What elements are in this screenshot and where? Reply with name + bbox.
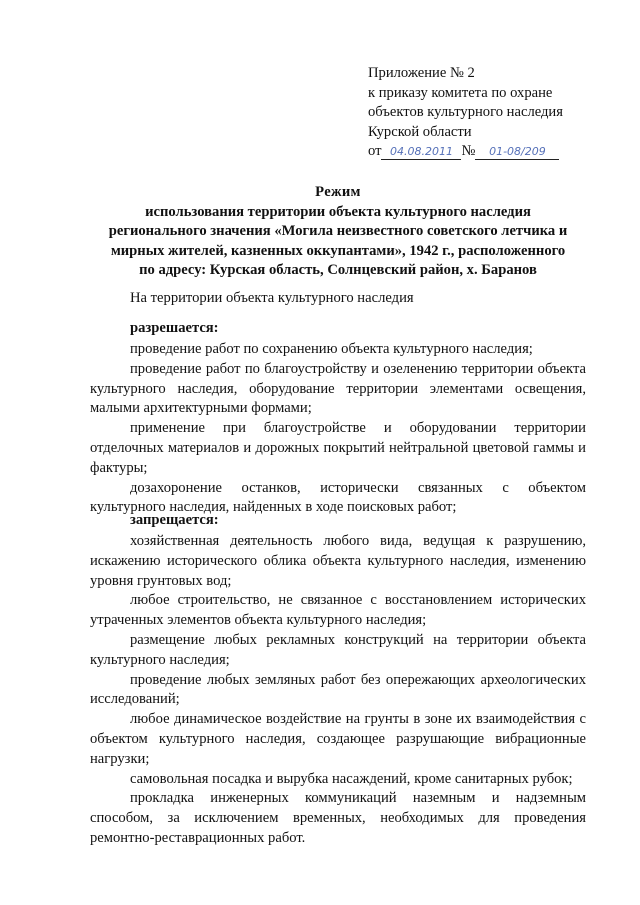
appendix-date-number-row [368, 142, 563, 162]
allowed-item: проведение работ по благоустройству и озеленению территории объекта культурного наследия, оборудование территории элементами освещения, малыми архитектурными формами; [90, 360, 586, 417]
forbidden-item: прокладка инженерных коммуникаций наземным и надземным способом, за исключением временных, необходимых для проведения ремонтно-реставрационных работ. [90, 790, 586, 846]
intro-text: На территории объекта культурного наследия [130, 290, 414, 306]
handwritten-date: 04.08.2011 [381, 145, 461, 160]
title-line-2: использования территории объекта культурного наследия [145, 203, 531, 220]
appendix-title: Приложение № 2 [368, 65, 475, 81]
allowed-item: дозахоронение останков, исторически связанных с объектом культурного наследия, найденных в ходе поисковых работ; [90, 479, 586, 516]
forbidden-item: хозяйственная деятельность любого вида, ведущая к разрушению, искажению исторического облика объекта культурного наследия, изменению уровня грунтовых вод; [90, 533, 586, 589]
forbidden-item: самовольная посадка и вырубка насаждений, кроме санитарных рубок; [130, 770, 573, 787]
title-regime: Режим [315, 184, 361, 200]
forbidden-heading: запрещается: [130, 512, 219, 528]
number-label: № [461, 143, 476, 159]
title-line-4: мирных жителей, казненных оккупантами», 1942 г., расположенного [110, 242, 566, 259]
forbidden-item: любое динамическое воздействие на грунты в зоне их взаимодействия с объектом культурного наследия, создающее разрушающие вибрационные нагрузки; [90, 711, 586, 767]
appendix-committee-line: объектов культурного наследия [368, 104, 563, 120]
appendix-block [368, 64, 563, 162]
from-label: от [368, 143, 382, 159]
document-title [88, 183, 588, 281]
allowed-heading: разрешается: [130, 320, 219, 336]
allowed-list [90, 340, 586, 518]
handwritten-number: 01-08/209 [475, 145, 559, 160]
title-line-5: по адресу: Курская область, Солнцевский район, х. Баранов [139, 262, 537, 279]
forbidden-item: любое строительство, не связанное с восстановлением исторических утраченных элементов объекта культурного наследия; [90, 592, 586, 629]
allowed-item: применение при благоустройстве и оборудовании территории отделочных материалов и дорожных покрытий нейтральной цветовой гаммы и фактуры; [90, 420, 586, 476]
allowed-item: проведение работ по сохранению объекта культурного наследия; [130, 341, 533, 357]
forbidden-item: проведение любых земляных работ без опережающих археологических исследований; [90, 671, 586, 708]
forbidden-list [90, 532, 586, 849]
forbidden-item: размещение любых рекламных конструкций на территории объекта культурного наследия; [90, 631, 586, 668]
title-line-3: регионального значения «Могила неизвестного советского летчика и [108, 223, 568, 240]
appendix-region-line: Курской области [368, 123, 472, 140]
appendix-order-line: к приказу комитета по охране [368, 84, 553, 101]
